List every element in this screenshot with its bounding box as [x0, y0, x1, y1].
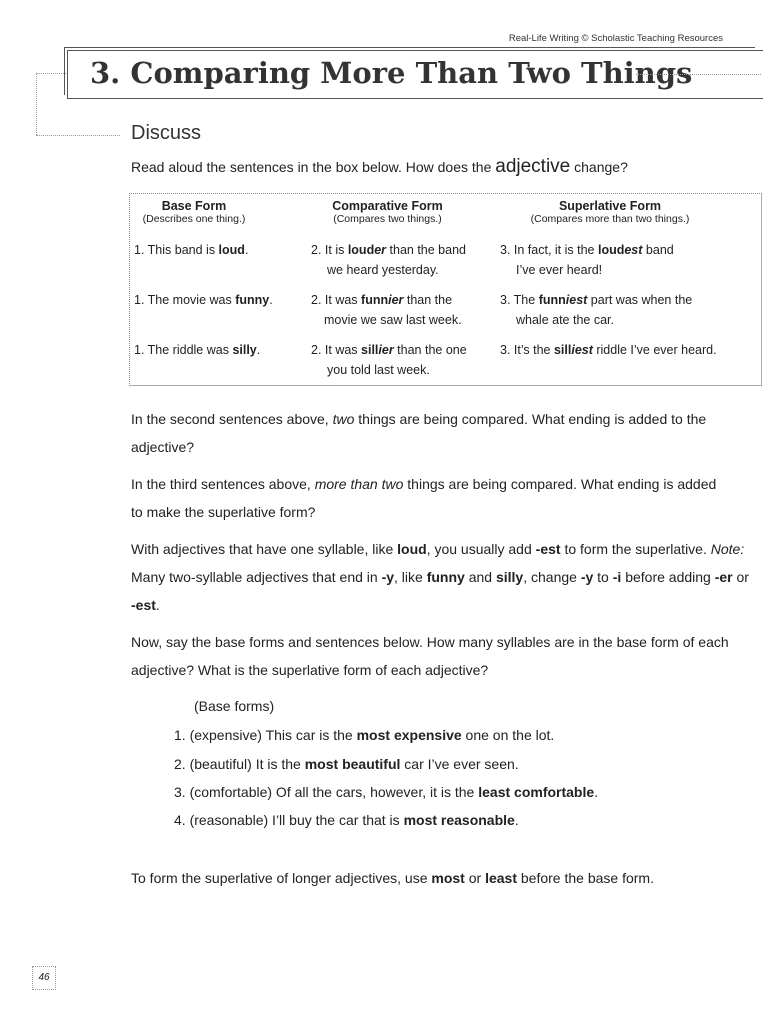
decorative-dotted-line [36, 73, 66, 74]
table-cell: 2. It was sillier than the one you told last week. [311, 343, 467, 377]
list-item: 3. (comfortable) Of all the cars, however, it is the least comfortable. [174, 784, 599, 800]
decorative-dotted-line [636, 74, 761, 75]
intro-sentence: Read aloud the sentences in the box below. How does the adjective change? [131, 156, 628, 177]
decorative-dotted-line [36, 73, 37, 135]
column-header-comparative: Comparative Form (Compares two things.) [332, 199, 443, 225]
list-item: 1. (expensive) This car is the most expensive one on the lot. [174, 727, 555, 743]
column-header-superlative: Superlative Form (Compares more than two things.) [530, 199, 690, 225]
table-cell: 2. It was funnier than the movie we saw last week. [311, 293, 462, 327]
table-cell: 3. It’s the silliest riddle I’ve ever heard. [500, 343, 717, 357]
table-cell: 3. The funniest part was when the whale ate the car. [500, 293, 693, 327]
adjective-keyword: adjective [495, 156, 571, 177]
column-header-base: Base Form (Describes one thing.) [142, 199, 246, 225]
list-header: (Base forms) [194, 698, 275, 714]
table-cell: 1. This band is loud. [134, 243, 249, 257]
page-number: 46 [32, 966, 56, 990]
paragraph: In the third sentences above, more than two things are being compared. What ending is added to make the superlative form? [131, 476, 717, 520]
table-cell: 3. In fact, it is the loudest band I’ve ever heard! [500, 243, 674, 277]
list-item: 4. (reasonable) I’ll buy the car that is most reasonable. [174, 812, 519, 828]
copyright-credit: Real-Life Writing © Scholastic Teaching Resources [508, 33, 723, 44]
comparison-table [129, 193, 762, 386]
table-cell: 1. The riddle was silly. [134, 343, 261, 357]
page-title: 3. Comparing More Than Two Things [90, 56, 693, 90]
paragraph: To form the superlative of longer adjectives, use most or least before the base form. [131, 870, 654, 886]
paragraph: In the second sentences above, two things are being compared. What ending is added to the adjective? [131, 411, 707, 455]
list-item: 2. (beautiful) It is the most beautiful car I’ve ever seen. [174, 756, 519, 772]
paragraph: With adjectives that have one syllable, like loud, you usually add -est to form the superlative. Note: Many two-syllable adjectives that end in -y, like funny and silly, change -y to -i before adding -er or -est. [131, 541, 749, 613]
paragraph: Now, say the base forms and sentences below. How many syllables are in the base form of each adjective? What is the superlative form of each adjective? [131, 634, 729, 678]
section-heading: Discuss [131, 122, 202, 144]
table-cell: 1. The movie was funny. [134, 293, 273, 307]
decorative-dotted-line [36, 135, 120, 136]
table-cell: 2. It is louder than the band we heard yesterday. [311, 243, 466, 277]
title-frame [67, 50, 763, 99]
